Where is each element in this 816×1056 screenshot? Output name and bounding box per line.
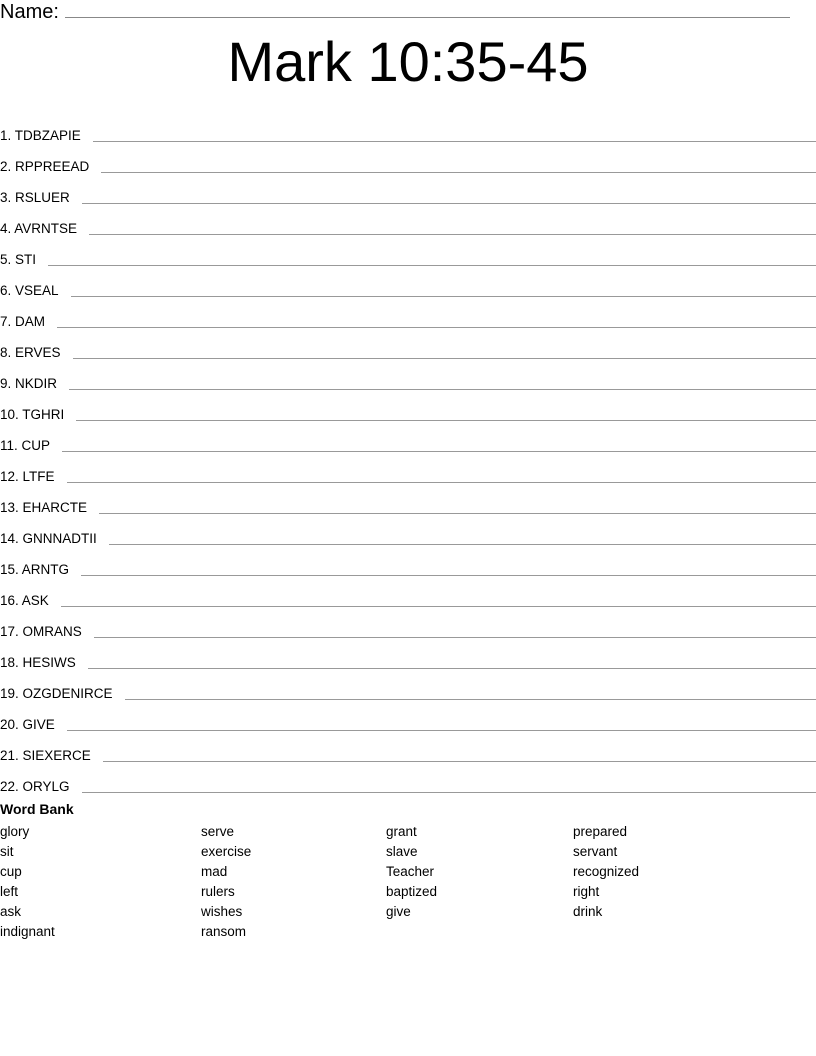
word-bank-word: left bbox=[0, 884, 19, 899]
word-bank-word: exercise bbox=[201, 844, 252, 859]
scramble-item bbox=[0, 361, 816, 392]
answer-line[interactable] bbox=[82, 791, 816, 793]
word-bank-word: slave bbox=[386, 844, 418, 859]
word-bank-word: give bbox=[386, 904, 411, 919]
scramble-word: 13. EHARCTE bbox=[0, 500, 88, 515]
word-bank-word: sit bbox=[0, 844, 14, 859]
answer-line[interactable] bbox=[73, 357, 816, 359]
scramble-item bbox=[0, 733, 816, 764]
scramble-word: 11. CUP bbox=[0, 438, 51, 453]
scramble-word: 5. STI bbox=[0, 252, 37, 267]
scramble-word: 18. HESIWS bbox=[0, 655, 76, 670]
answer-line[interactable] bbox=[103, 760, 816, 762]
word-bank-column bbox=[573, 822, 639, 922]
word-bank-word: mad bbox=[201, 864, 228, 879]
answer-line[interactable] bbox=[48, 264, 816, 266]
scramble-word: 16. ASK bbox=[0, 593, 49, 608]
scramble-word: 9. NKDIR bbox=[0, 376, 58, 391]
scramble-item bbox=[0, 671, 816, 702]
word-bank-word: glory bbox=[0, 824, 30, 839]
word-bank-word: cup bbox=[0, 864, 22, 879]
word-bank-column bbox=[386, 822, 437, 922]
scramble-item bbox=[0, 175, 816, 206]
word-bank-column bbox=[201, 822, 251, 942]
scramble-word: 7. DAM bbox=[0, 314, 46, 329]
answer-line[interactable] bbox=[61, 605, 816, 607]
scramble-word: 2. RPPREEAD bbox=[0, 159, 90, 174]
answer-line[interactable] bbox=[81, 574, 816, 576]
scramble-word: 17. OMRANS bbox=[0, 624, 82, 639]
word-bank-word: Teacher bbox=[386, 864, 435, 879]
scramble-item bbox=[0, 423, 816, 454]
scramble-item bbox=[0, 702, 816, 733]
answer-line[interactable] bbox=[82, 202, 816, 204]
word-bank-word: prepared bbox=[573, 824, 628, 839]
answer-line[interactable] bbox=[76, 419, 816, 421]
scramble-item bbox=[0, 206, 816, 237]
answer-line[interactable] bbox=[93, 140, 816, 142]
scramble-item bbox=[0, 330, 816, 361]
word-bank-title: Word Bank bbox=[0, 801, 74, 817]
name-blank-line[interactable] bbox=[65, 16, 790, 18]
scramble-word: 8. ERVES bbox=[0, 345, 61, 360]
scramble-word: 20. GIVE bbox=[0, 717, 55, 732]
scramble-item bbox=[0, 144, 816, 175]
word-bank-column bbox=[0, 822, 55, 942]
word-bank-word: wishes bbox=[201, 904, 243, 919]
scramble-word: 19. OZGDENIRCE bbox=[0, 686, 113, 701]
scramble-item bbox=[0, 578, 816, 609]
word-bank-word: servant bbox=[573, 844, 618, 859]
scramble-word: 3. RSLUER bbox=[0, 190, 70, 205]
answer-line[interactable] bbox=[125, 698, 816, 700]
page-title: Mark 10:35-45 bbox=[227, 30, 589, 93]
scramble-item bbox=[0, 609, 816, 640]
word-bank-word: grant bbox=[386, 824, 417, 839]
answer-line[interactable] bbox=[88, 667, 816, 669]
scramble-word: 10. TGHRI bbox=[0, 407, 65, 422]
word-bank-word: ask bbox=[0, 904, 22, 919]
scramble-word: 21. SIEXERCE bbox=[0, 748, 91, 763]
scramble-word: 4. AVRNTSE bbox=[0, 221, 78, 236]
answer-line[interactable] bbox=[69, 388, 816, 390]
scramble-word: 14. GNNNADTII bbox=[0, 531, 97, 546]
word-bank-word: recognized bbox=[573, 864, 640, 879]
word-bank-word: indignant bbox=[0, 924, 55, 939]
scramble-item bbox=[0, 547, 816, 578]
answer-line[interactable] bbox=[94, 636, 816, 638]
answer-line[interactable] bbox=[101, 171, 816, 173]
scramble-item bbox=[0, 113, 816, 144]
answer-line[interactable] bbox=[71, 295, 816, 297]
scramble-item bbox=[0, 764, 816, 795]
answer-line[interactable] bbox=[57, 326, 816, 328]
scramble-item bbox=[0, 392, 816, 423]
scramble-list bbox=[0, 113, 816, 795]
name-row bbox=[0, 0, 790, 22]
scramble-word: 22. ORYLG bbox=[0, 779, 70, 794]
answer-line[interactable] bbox=[67, 729, 816, 731]
word-bank-word: drink bbox=[573, 904, 603, 919]
answer-line[interactable] bbox=[99, 512, 816, 514]
scramble-item bbox=[0, 640, 816, 671]
answer-line[interactable] bbox=[89, 233, 816, 235]
word-bank-word: serve bbox=[201, 824, 235, 839]
answer-line[interactable] bbox=[67, 481, 816, 483]
name-label: Name: bbox=[0, 1, 59, 23]
scramble-item bbox=[0, 454, 816, 485]
word-bank-word: ransom bbox=[201, 924, 247, 939]
scramble-word: 15. ARNTG bbox=[0, 562, 70, 577]
word-bank-word: right bbox=[573, 884, 600, 899]
word-bank-word: baptized bbox=[386, 884, 438, 899]
scramble-word: 6. VSEAL bbox=[0, 283, 59, 298]
scramble-item bbox=[0, 268, 816, 299]
scramble-word: 12. LTFE bbox=[0, 469, 55, 484]
scramble-item bbox=[0, 516, 816, 547]
scramble-item bbox=[0, 485, 816, 516]
answer-line[interactable] bbox=[109, 543, 816, 545]
word-bank-word: rulers bbox=[201, 884, 235, 899]
scramble-word: 1. TDBZAPIE bbox=[0, 128, 81, 143]
scramble-item bbox=[0, 299, 816, 330]
answer-line[interactable] bbox=[62, 450, 816, 452]
scramble-item bbox=[0, 237, 816, 268]
